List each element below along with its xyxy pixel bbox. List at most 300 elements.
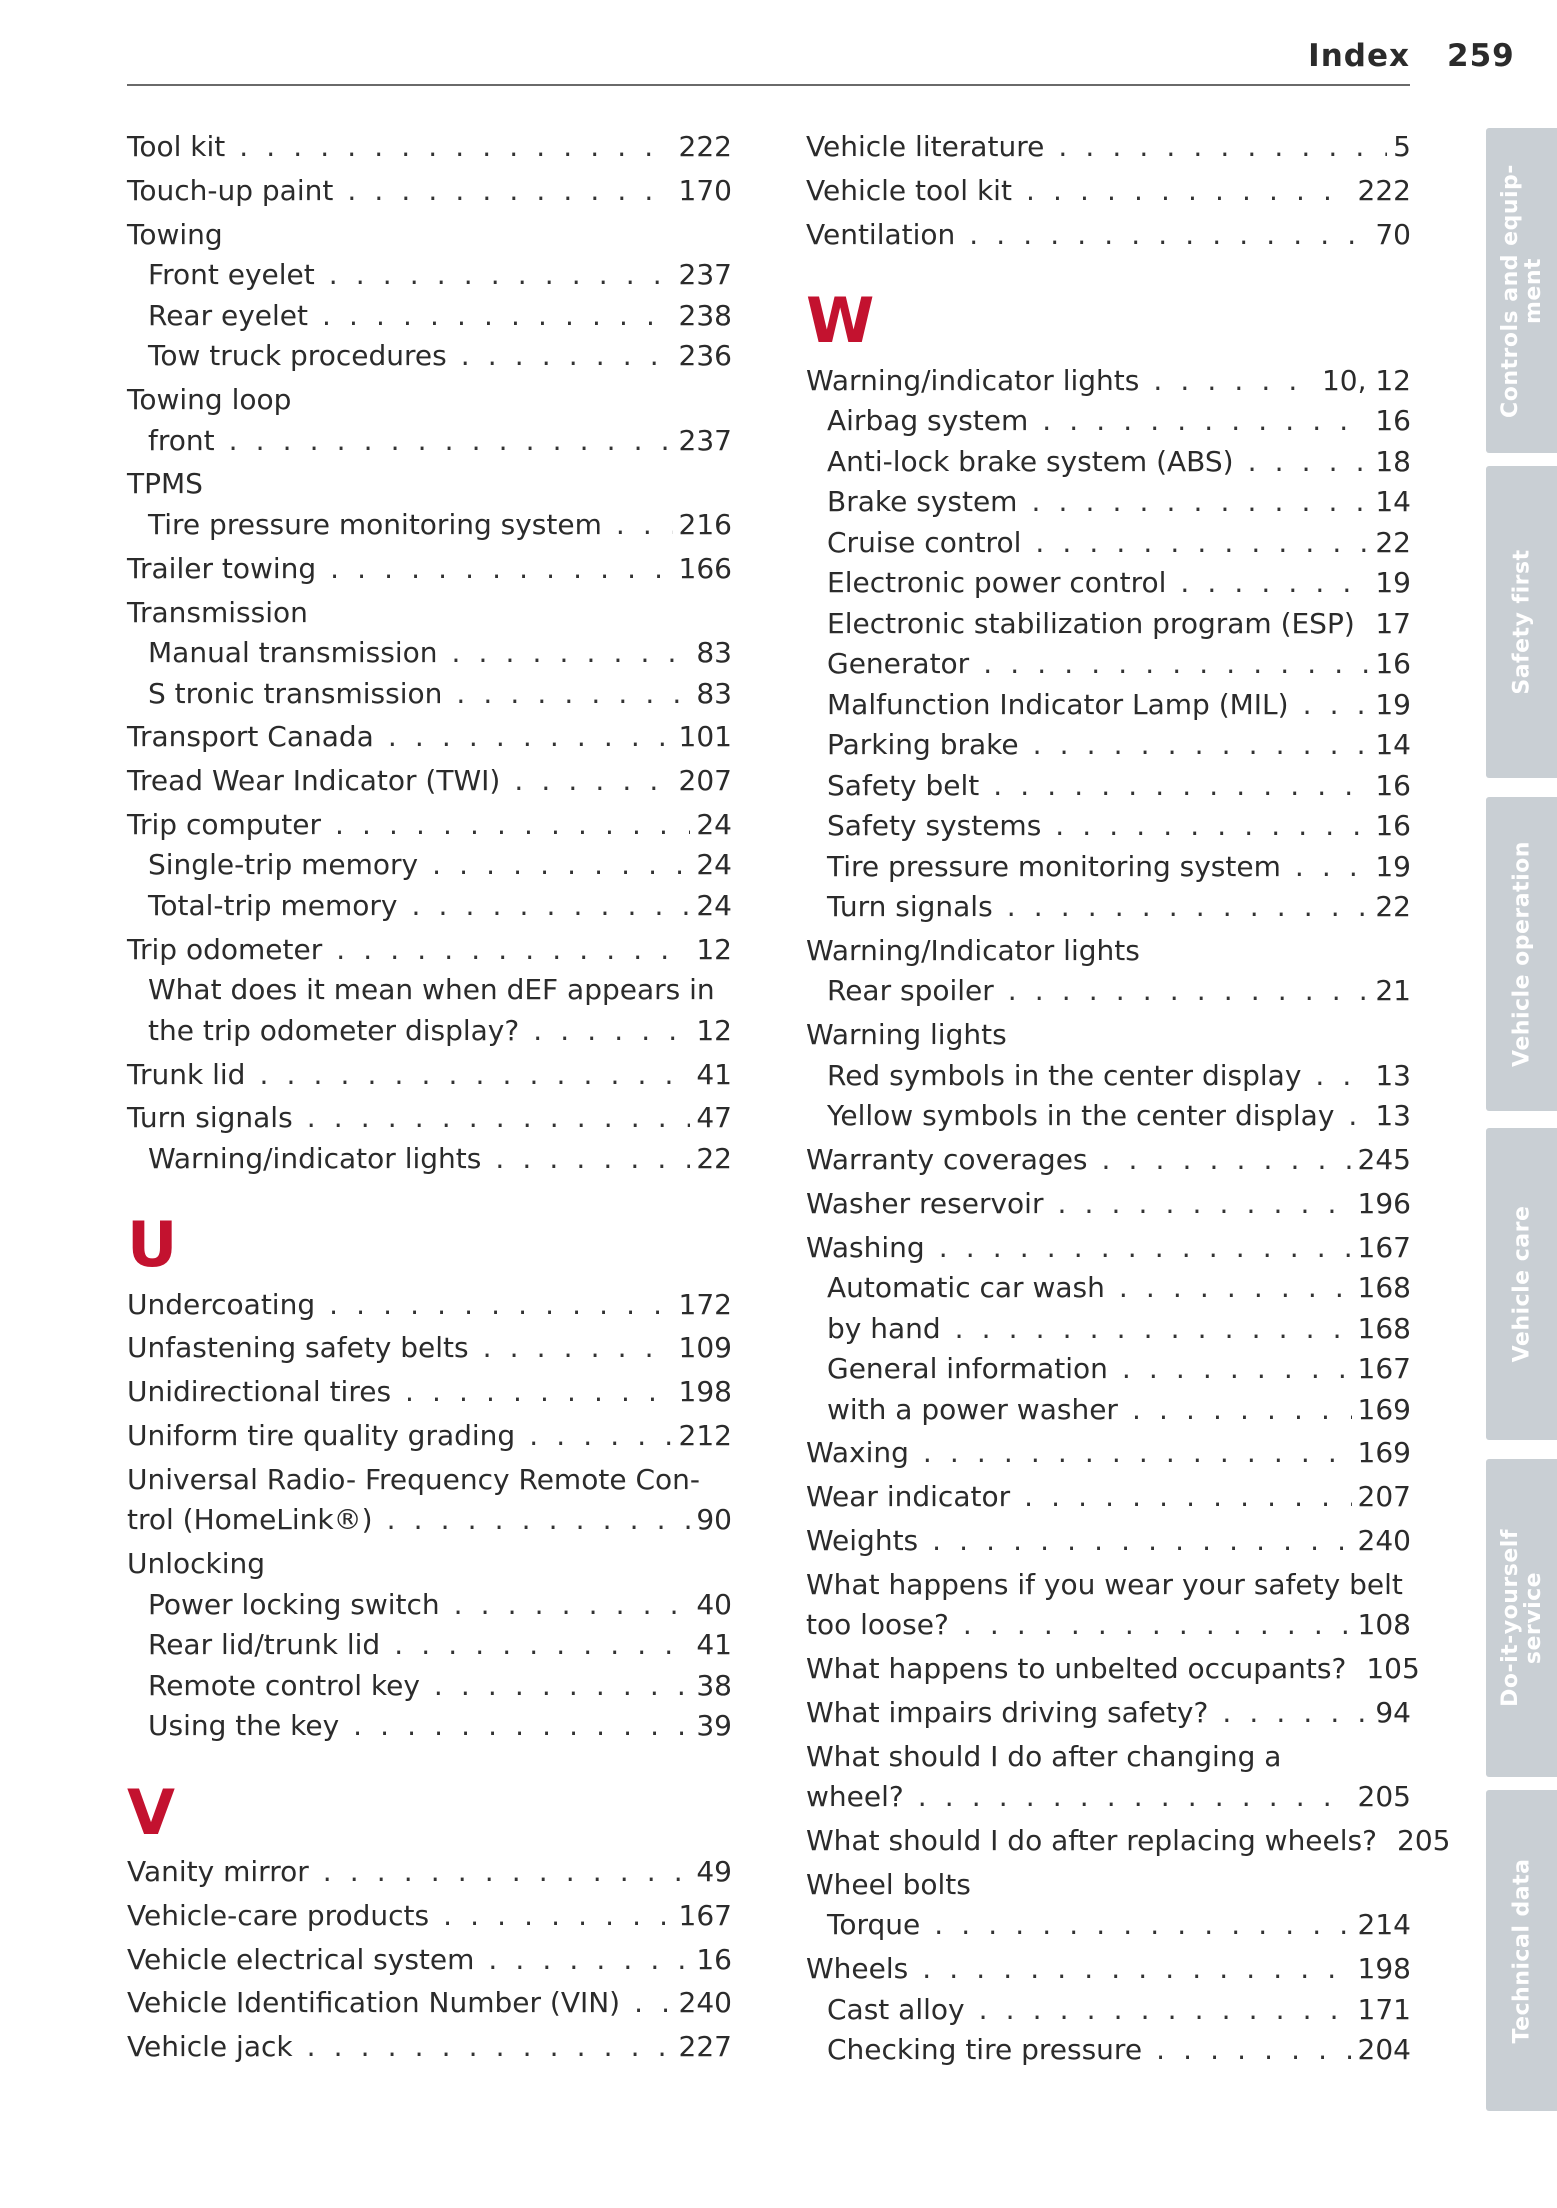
index-entry[interactable] (806, 1268, 1411, 1309)
index-term: Vehicle jack (127, 2030, 293, 2064)
index-page-ref[interactable]: 214 (1357, 1908, 1411, 1942)
index-letter-heading: U (127, 1208, 178, 1282)
index-entry[interactable] (806, 806, 1411, 847)
index-term: Towing loop (127, 383, 292, 417)
index-term: too loose? (806, 1608, 949, 1642)
index-page-ref[interactable]: 238 (678, 298, 732, 332)
index-entry[interactable] (127, 805, 732, 846)
dot-leader (405, 1372, 673, 1413)
index-entry[interactable] (127, 1416, 732, 1457)
index-page-ref[interactable]: 14 (1375, 485, 1411, 519)
index-entry[interactable] (127, 1625, 732, 1666)
index-entry[interactable] (806, 401, 1411, 442)
index-page-ref[interactable]: 167 (1357, 1352, 1411, 1386)
dot-leader (1369, 604, 1370, 645)
index-entry[interactable] (127, 127, 732, 168)
index-entry[interactable] (806, 563, 1411, 604)
index-entry[interactable] (806, 1990, 1411, 2031)
index-term: Front eyelet (148, 258, 315, 292)
dot-leader (1055, 806, 1369, 847)
index-term: Unidirectional tires (127, 1375, 392, 1409)
index-term: Unlocking (127, 1547, 266, 1581)
dot-leader (1119, 1268, 1352, 1309)
index-term: Warning/indicator lights (148, 1141, 482, 1175)
index-term: What does it mean when dEF appears in (148, 973, 715, 1007)
index-entry[interactable] (806, 725, 1411, 766)
dot-leader (443, 1896, 672, 1937)
dot-leader (634, 1983, 672, 2024)
index-term: Safety belt (827, 768, 980, 802)
index-entry (806, 931, 1411, 972)
index-page-ref[interactable]: 216 (678, 507, 732, 541)
index-page-ref[interactable]: 169 (1357, 1436, 1411, 1470)
index-entry (806, 1015, 1411, 1056)
index-term: Malfunction Indicator Lamp (MIL) (827, 687, 1289, 721)
index-page-ref[interactable]: 41 (696, 1057, 732, 1091)
index-entry[interactable] (127, 1098, 732, 1139)
index-page-ref[interactable]: 83 (696, 636, 732, 670)
index-entry[interactable] (806, 1605, 1411, 1646)
index-term: Total-trip memory (148, 888, 398, 922)
dot-leader (529, 1416, 672, 1457)
index-entry (127, 593, 732, 634)
side-tab-technical-data[interactable] (1486, 1790, 1557, 2111)
index-page-ref[interactable]: 167 (678, 1898, 732, 1932)
index-term: Using the key (148, 1709, 340, 1743)
dot-leader (1008, 971, 1370, 1012)
dot-leader (533, 1011, 690, 1052)
index-entry[interactable] (127, 761, 732, 802)
index-entry[interactable] (127, 1139, 732, 1180)
index-term: Transport Canada (127, 720, 374, 754)
index-term: S tronic transmission (148, 676, 443, 710)
index-entry[interactable] (806, 442, 1411, 483)
index-page-ref[interactable]: 90 (696, 1503, 732, 1537)
index-term: TPMS (127, 467, 203, 501)
index-page-ref[interactable]: 169 (1357, 1392, 1411, 1426)
index-entry[interactable] (127, 1940, 732, 1981)
index-entry[interactable] (806, 523, 1411, 564)
dot-leader (969, 215, 1369, 256)
index-term: Uniform tire quality grading (127, 1419, 516, 1453)
side-tab-label: Vehicle care (1509, 1205, 1534, 1363)
dot-leader (329, 255, 673, 296)
index-term: What happens if you wear your safety belt (806, 1567, 1403, 1601)
index-entry[interactable] (806, 604, 1411, 645)
index-entry[interactable] (127, 633, 732, 674)
dot-leader (434, 1666, 690, 1707)
dot-leader (1102, 1140, 1352, 1181)
index-term: Single-trip memory (148, 848, 419, 882)
index-page-ref[interactable]: 83 (696, 676, 732, 710)
index-term: Turn signals (827, 890, 993, 924)
dot-leader (322, 296, 673, 337)
index-page-ref[interactable]: 41 (696, 1628, 732, 1662)
dot-leader (1057, 1184, 1351, 1225)
index-term: Tool kit (127, 130, 226, 164)
index-page-ref[interactable]: 14 (1375, 728, 1411, 762)
index-term: Warning lights (806, 1018, 1007, 1052)
index-entry[interactable] (806, 1433, 1411, 1474)
index-entry[interactable] (127, 255, 732, 296)
index-entry[interactable] (127, 171, 732, 212)
index-entry[interactable] (806, 215, 1411, 256)
dot-leader (1180, 563, 1369, 604)
index-page-ref[interactable]: 5 (1393, 130, 1411, 164)
index-term: with a power washer (827, 1392, 1118, 1426)
index-page-ref[interactable]: 22 (1375, 890, 1411, 924)
side-tab-label: Vehicle operation (1509, 841, 1534, 1067)
index-page-ref[interactable]: 19 (1375, 687, 1411, 721)
index-term: Weights (806, 1524, 919, 1558)
index-term: Vehicle literature (806, 130, 1045, 164)
index-entry[interactable] (127, 1328, 732, 1369)
dot-leader (932, 1521, 1351, 1562)
dot-leader (452, 633, 691, 674)
index-term: Warning/Indicator lights (806, 933, 1140, 967)
index-entry[interactable] (127, 1285, 732, 1326)
index-page-ref[interactable]: 168 (1357, 1271, 1411, 1305)
index-page-ref[interactable]: 22 (696, 1141, 732, 1175)
index-entry[interactable] (806, 1949, 1411, 1990)
index-entry[interactable] (806, 1184, 1411, 1225)
index-term: Safety systems (827, 809, 1042, 843)
index-page-ref[interactable]: 17 (1375, 606, 1411, 640)
index-term: Airbag system (827, 404, 1029, 438)
index-term: Washing (806, 1230, 925, 1264)
index-term: Cast alloy (827, 1992, 965, 2026)
index-entry[interactable] (806, 1649, 1420, 1690)
index-term: Vehicle tool kit (806, 174, 1012, 208)
index-term: Electronic power control (827, 566, 1167, 600)
dot-leader (259, 1055, 690, 1096)
index-entry[interactable] (127, 421, 732, 462)
side-tab-diy-service[interactable] (1486, 1459, 1557, 1777)
index-term: Manual transmission (148, 636, 438, 670)
index-page-ref[interactable]: 171 (1357, 1992, 1411, 2026)
index-entry[interactable] (806, 1228, 1411, 1269)
index-term: Trip computer (127, 807, 321, 841)
side-tab-label: Controls and equip- (1497, 163, 1523, 418)
index-term: Electronic stabilization program (ESP) (827, 606, 1355, 640)
index-term: Tire pressure monitoring system (148, 507, 602, 541)
index-term: Waxing (806, 1436, 909, 1470)
dot-leader (411, 886, 690, 927)
index-page-ref[interactable]: 207 (678, 764, 732, 798)
dot-leader (329, 1285, 672, 1326)
dot-leader (483, 1328, 673, 1369)
side-tab-vehicle-care[interactable] (1486, 1128, 1557, 1440)
dot-leader (1058, 127, 1387, 168)
index-page-ref[interactable]: 172 (678, 1287, 732, 1321)
page-title: Index (1308, 38, 1410, 74)
dot-leader (330, 549, 672, 590)
index-column-left (127, 124, 732, 2068)
index-term: trol (HomeLink®) (127, 1503, 373, 1537)
side-tab-safety[interactable] (1486, 466, 1557, 778)
index-term: Washer reservoir (806, 1186, 1044, 1220)
dot-leader (918, 1777, 1352, 1818)
index-page-ref[interactable]: 222 (678, 130, 732, 164)
index-term: Undercoating (127, 1287, 316, 1321)
index-term: Power locking switch (148, 1587, 440, 1621)
index-term: Generator (827, 647, 970, 681)
index-term: Trunk lid (127, 1057, 246, 1091)
index-page-ref[interactable]: 16 (1375, 809, 1411, 843)
index-page-ref[interactable]: 109 (678, 1331, 732, 1365)
index-page-ref[interactable]: 47 (696, 1101, 732, 1135)
index-entry[interactable] (806, 1096, 1411, 1137)
index-entry[interactable] (806, 127, 1411, 168)
index-page-ref[interactable]: 198 (678, 1375, 732, 1409)
index-term: front (148, 423, 215, 457)
index-page-ref[interactable]: 70 (1375, 217, 1411, 251)
index-entry[interactable] (806, 482, 1411, 523)
index-term: Turn signals (127, 1101, 293, 1135)
dot-leader (1315, 1056, 1369, 1097)
index-entry[interactable] (806, 1821, 1451, 1862)
index-entry[interactable] (806, 1390, 1411, 1431)
index-entry[interactable] (806, 2030, 1411, 2071)
index-term: Red symbols in the center display (827, 1058, 1302, 1092)
index-term: Wheels (806, 1952, 909, 1986)
index-entry[interactable] (127, 717, 732, 758)
index-term: Tow truck procedures (148, 339, 447, 373)
index-page-ref[interactable]: 13 (1375, 1099, 1411, 1133)
index-page-ref[interactable]: 170 (678, 174, 732, 208)
index-term: Warning/indicator lights (806, 363, 1140, 397)
index-term: Towing (127, 217, 223, 251)
index-entry[interactable] (806, 1905, 1411, 1946)
index-entry (127, 970, 732, 1011)
index-term: Yellow symbols in the center display (827, 1099, 1335, 1133)
index-term: Tread Wear Indicator (TWI) (127, 764, 501, 798)
side-tab-vehicle-operation[interactable] (1486, 797, 1557, 1111)
dot-leader (514, 761, 672, 802)
index-page-ref[interactable]: 24 (696, 888, 732, 922)
dot-leader (1348, 1096, 1369, 1137)
index-entry[interactable] (806, 361, 1411, 402)
index-term: Rear eyelet (148, 298, 309, 332)
index-entry (127, 215, 732, 256)
index-term: by hand (827, 1311, 941, 1345)
index-entry[interactable] (127, 845, 732, 886)
index-entry[interactable] (127, 296, 732, 337)
index-page-ref[interactable]: 13 (1375, 1058, 1411, 1092)
index-entry[interactable] (806, 1693, 1411, 1734)
index-entry[interactable] (806, 644, 1411, 685)
index-page-ref[interactable]: 10, 12 (1321, 363, 1411, 397)
index-entry[interactable] (806, 1349, 1411, 1390)
index-entry[interactable] (127, 1896, 732, 1937)
dot-leader (335, 805, 690, 846)
side-tab-label-2: service (1520, 1571, 1546, 1665)
index-page-ref[interactable]: 19 (1375, 566, 1411, 600)
dot-leader (307, 1098, 691, 1139)
index-page-ref[interactable]: 204 (1357, 2033, 1411, 2067)
index-term: Remote control key (148, 1668, 420, 1702)
index-term: Checking tire pressure (827, 2033, 1143, 2067)
index-entry[interactable] (127, 336, 732, 377)
index-page-ref[interactable]: 166 (678, 551, 732, 585)
dot-leader (488, 1940, 690, 1981)
index-term: Wear indicator (806, 1480, 1011, 1514)
index-entry[interactable] (127, 674, 732, 715)
index-page-ref[interactable]: 240 (678, 1986, 732, 2020)
index-entry[interactable] (806, 887, 1411, 928)
index-term: Wheel bolts (806, 1867, 971, 1901)
index-entry[interactable] (127, 886, 732, 927)
index-term: Rear lid/trunk lid (148, 1628, 381, 1662)
index-entry[interactable] (127, 1011, 732, 1052)
index-page-ref[interactable]: 39 (696, 1709, 732, 1743)
index-entry[interactable] (127, 549, 732, 590)
index-term: Brake system (827, 485, 1018, 519)
index-entry[interactable] (806, 971, 1411, 1012)
index-entry[interactable] (127, 1983, 732, 2024)
index-entry[interactable] (806, 1477, 1411, 1518)
index-entry[interactable] (806, 171, 1411, 212)
index-term: Rear spoiler (827, 974, 994, 1008)
index-page-ref[interactable]: 205 (1357, 1780, 1411, 1814)
index-letter-heading: W (806, 284, 875, 358)
dot-leader (934, 1905, 1351, 1946)
index-entry (127, 1544, 732, 1585)
dot-leader (1122, 1349, 1352, 1390)
index-entry (806, 1737, 1411, 1778)
index-page-ref[interactable]: 49 (696, 1854, 732, 1888)
index-page-ref[interactable]: 16 (696, 1942, 732, 1976)
index-entry (806, 1565, 1411, 1606)
index-term: What happens to unbelted occupants? (806, 1652, 1347, 1686)
index-entry[interactable] (806, 1521, 1411, 1562)
index-entry[interactable] (127, 1666, 732, 1707)
index-page-ref[interactable]: 237 (678, 258, 732, 292)
index-page-ref[interactable]: 222 (1357, 174, 1411, 208)
index-letter-heading: V (127, 1775, 175, 1849)
dot-leader (1303, 685, 1370, 726)
index-entry[interactable] (127, 1372, 732, 1413)
dot-leader (432, 845, 690, 886)
dot-leader (387, 1500, 691, 1541)
index-page-ref[interactable]: 24 (696, 807, 732, 841)
dot-leader (394, 1625, 690, 1666)
index-entry[interactable] (127, 1706, 732, 1747)
index-page-ref[interactable]: 236 (678, 339, 732, 373)
index-entry[interactable] (806, 685, 1411, 726)
index-page-ref[interactable]: 18 (1375, 444, 1411, 478)
index-entry[interactable] (127, 1585, 732, 1626)
index-entry (127, 1460, 732, 1501)
dot-leader (1024, 1477, 1351, 1518)
side-tab-label: Technical data (1509, 1858, 1534, 2043)
index-entry[interactable] (806, 766, 1411, 807)
index-entry[interactable] (127, 1500, 732, 1541)
page-number: 259 (1447, 38, 1515, 74)
index-entry[interactable] (806, 1056, 1411, 1097)
dot-leader (993, 766, 1369, 807)
index-page-ref[interactable]: 22 (1375, 525, 1411, 559)
dot-leader (239, 127, 672, 168)
index-column-right (806, 124, 1451, 2071)
dot-leader (923, 1433, 1352, 1474)
index-page-ref[interactable]: 212 (678, 1419, 732, 1453)
dot-leader (495, 1139, 690, 1180)
index-page-ref[interactable]: 16 (1375, 768, 1411, 802)
index-entry[interactable] (127, 505, 732, 546)
index-page-ref[interactable]: 205 (1397, 1824, 1451, 1858)
index-page-ref[interactable]: 198 (1357, 1952, 1411, 1986)
index-entry[interactable] (806, 1140, 1411, 1181)
index-entry[interactable] (127, 2027, 732, 2068)
index-page-ref[interactable]: 16 (1375, 647, 1411, 681)
index-page-ref[interactable]: 237 (678, 423, 732, 457)
index-term: Vanity mirror (127, 1854, 309, 1888)
index-page-ref[interactable]: 108 (1357, 1608, 1411, 1642)
side-tab-controls[interactable] (1486, 128, 1557, 453)
index-page-ref[interactable]: 94 (1375, 1695, 1411, 1729)
index-page-ref[interactable]: 167 (1357, 1230, 1411, 1264)
index-term: Vehicle-care products (127, 1898, 430, 1932)
index-page-ref[interactable]: 105 (1366, 1652, 1420, 1686)
dot-leader (1222, 1693, 1369, 1734)
index-page-ref[interactable]: 227 (678, 2030, 732, 2064)
index-page-ref[interactable]: 168 (1357, 1311, 1411, 1345)
index-entry (127, 464, 732, 505)
index-page-ref[interactable]: 16 (1375, 404, 1411, 438)
index-page-ref[interactable]: 12 (696, 932, 732, 966)
index-page-ref[interactable]: 24 (696, 848, 732, 882)
index-term: Touch-up paint (127, 174, 334, 208)
index-page-ref[interactable]: 40 (696, 1587, 732, 1621)
side-tab-label-2: ment (1520, 257, 1546, 324)
index-entry[interactable] (127, 1852, 732, 1893)
dot-leader (454, 1585, 691, 1626)
index-entry[interactable] (806, 1777, 1411, 1818)
index-page-ref[interactable]: 21 (1375, 974, 1411, 1008)
dot-leader (1248, 442, 1370, 483)
index-entry (806, 1865, 1411, 1906)
side-tab-label: Safety first (1509, 549, 1534, 695)
index-term: Ventilation (806, 217, 956, 251)
dot-leader (979, 1990, 1352, 2031)
index-entry[interactable] (806, 847, 1411, 888)
index-page-ref[interactable]: 101 (678, 720, 732, 754)
index-entry[interactable] (127, 1055, 732, 1096)
index-entry[interactable] (127, 930, 732, 971)
dot-leader (1026, 171, 1352, 212)
index-term: Vehicle electrical system (127, 1942, 475, 1976)
index-page-ref[interactable]: 240 (1357, 1524, 1411, 1558)
dot-leader (922, 1949, 1351, 1990)
index-page-ref[interactable]: 19 (1375, 849, 1411, 883)
index-page-ref[interactable]: 196 (1357, 1186, 1411, 1220)
dot-leader (1033, 725, 1370, 766)
index-page-ref[interactable]: 207 (1357, 1480, 1411, 1514)
dot-leader (963, 1605, 1352, 1646)
dot-leader (1153, 361, 1316, 402)
index-term: wheel? (806, 1780, 904, 1814)
dot-leader (1042, 401, 1369, 442)
index-term: What impairs driving safety? (806, 1695, 1209, 1729)
dot-leader (939, 1228, 1352, 1269)
dot-leader (347, 171, 672, 212)
dot-leader (336, 930, 690, 971)
index-page-ref[interactable]: 12 (696, 1013, 732, 1047)
index-page-ref[interactable]: 245 (1357, 1143, 1411, 1177)
index-entry[interactable] (806, 1309, 1411, 1350)
index-page-ref[interactable]: 38 (696, 1668, 732, 1702)
